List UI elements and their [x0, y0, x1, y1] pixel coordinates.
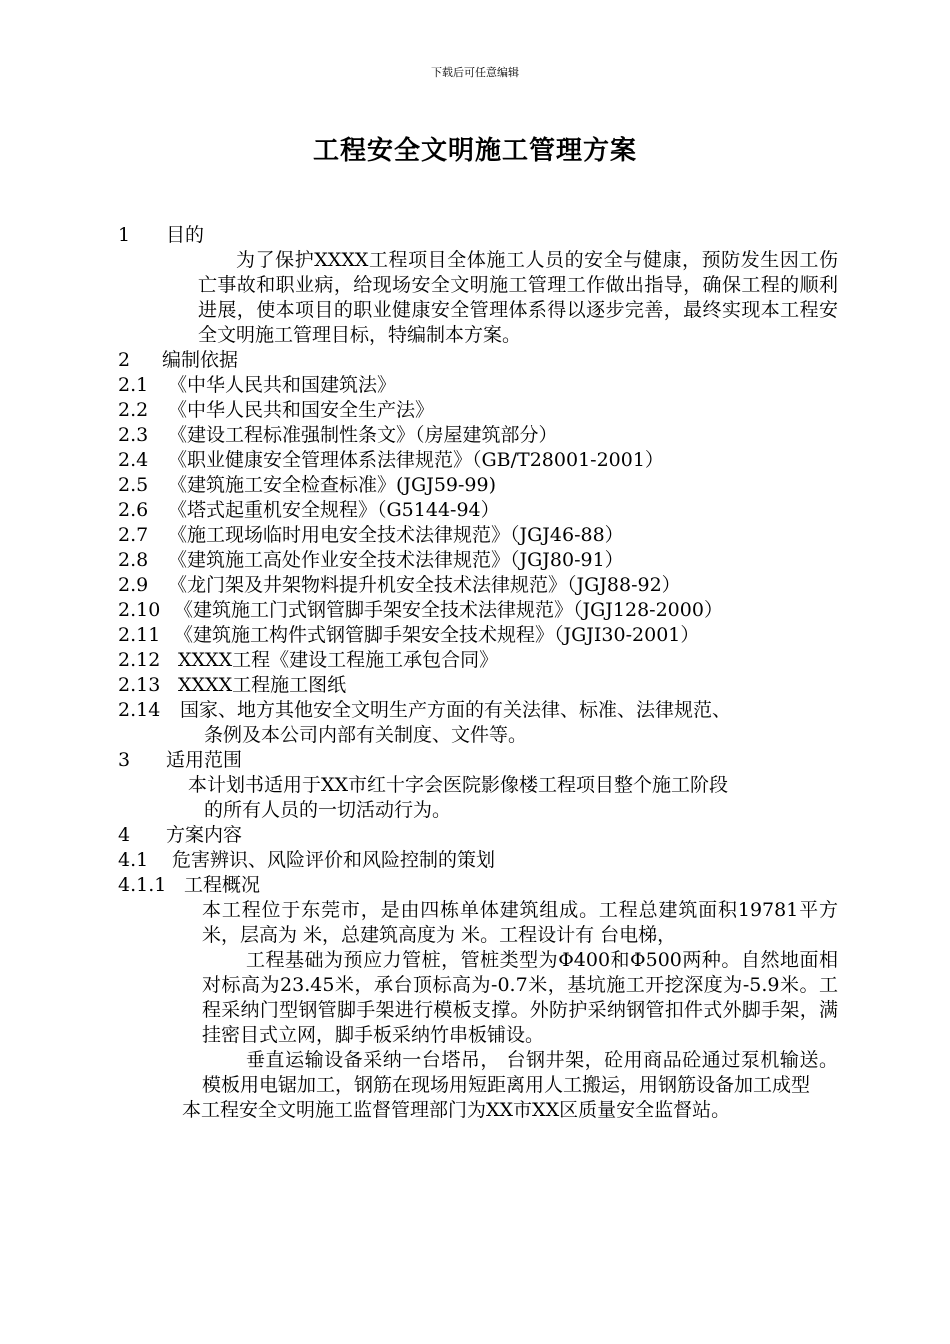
- document-body: [118, 223, 838, 1123]
- item-number: 2.1: [118, 374, 149, 396]
- item-number: 2.7: [118, 524, 149, 546]
- item-number: 2.8: [118, 549, 149, 571]
- list-item: [118, 698, 838, 723]
- list-item: [118, 548, 838, 573]
- item-text: 《建设工程标准强制性条文》（房屋建筑部分）: [168, 424, 558, 446]
- section-number: 2: [118, 349, 131, 371]
- item-text: XXXX工程施工图纸: [178, 674, 347, 696]
- item-text: XXXX工程《建设工程施工承包合同》: [178, 649, 499, 671]
- section-3-heading: [118, 748, 838, 773]
- subsubsection-number: 4.1.1: [118, 874, 167, 896]
- subsection-number: 4.1: [118, 849, 149, 871]
- subsection-heading: [118, 848, 838, 873]
- list-item: [118, 448, 838, 473]
- subsubsection-title: 工程概况: [184, 874, 261, 896]
- list-item: [118, 573, 838, 598]
- section-4-heading: [118, 823, 838, 848]
- item-text: 《龙门架及井架物料提升机安全技术法律规范》（JGJ88-92）: [168, 574, 681, 596]
- list-item: [118, 673, 838, 698]
- list-item-continuation: 条例及本公司内部有关制度、文件等。: [204, 724, 528, 746]
- list-item: [118, 523, 838, 548]
- item-number: 2.4: [118, 449, 149, 471]
- section-3-line: 本计划书适用于XX市红十字会医院影像楼工程项目整个施工阶段: [188, 774, 729, 796]
- item-number: 2.3: [118, 424, 149, 446]
- list-item: [118, 498, 838, 523]
- list-item: [118, 623, 838, 648]
- section-2-heading: [118, 348, 838, 373]
- item-number: 2.6: [118, 499, 149, 521]
- item-text: 《中华人民共和国建筑法》: [168, 374, 397, 396]
- section-title: 方案内容: [166, 824, 243, 846]
- item-text: 《建筑施工安全检查标准》(JGJ59-99): [168, 474, 497, 496]
- document-title: 工程安全文明施工管理方案: [312, 136, 637, 166]
- item-number: 2.5: [118, 474, 149, 496]
- list-item: [118, 373, 838, 398]
- supervision-line: 本工程安全文明施工监督管理部门为XX市XX区质量安全监督站。: [182, 1099, 731, 1121]
- item-number: 2.9: [118, 574, 149, 596]
- section-number: 4: [118, 824, 131, 846]
- item-text: 《塔式起重机安全规程》（G5144-94）: [168, 499, 500, 521]
- subsection-title: 危害辨识、风险评价和风险控制的策划: [172, 849, 496, 871]
- section-1-heading: [118, 223, 838, 248]
- item-number: 2.10: [118, 599, 161, 621]
- section-number: 1: [118, 224, 131, 246]
- item-text: 《建筑施工高处作业安全技术法律规范》（JGJ80-91）: [168, 549, 624, 571]
- item-text: 《建筑施工构件式钢管脚手架安全技术规程》（JGJI30-2001）: [174, 624, 700, 646]
- section-number: 3: [118, 749, 131, 771]
- subsubsection-heading: [118, 873, 838, 898]
- item-text: 《中华人民共和国安全生产法》: [168, 399, 435, 421]
- overview-paragraph: 本工程位于东莞市，是由四栋单体建筑组成。工程总建筑面积19781平方米，层高为 米，总建筑高度为 米。工程设计有 台电梯，: [202, 899, 838, 946]
- list-item: [118, 473, 838, 498]
- item-number: 2.14: [118, 699, 161, 721]
- overview-paragraph: 垂直运输设备采纳一台塔吊， 台钢井架，砼用商品砼通过泵机输送。模板用电锯加工，钢筋在现场用短距离用人工搬运，用钢筋设备加工成型: [202, 1049, 838, 1096]
- section-title: 编制依据: [162, 349, 239, 371]
- section-1-body: 为了保护XXXX工程项目全体施工人员的安全与健康，预防发生因工伤亡事故和职业病，给现场安全文明施工管理工作做出指导，确保工程的顺利进展，使本项目的职业健康安全管理体系得以逐步完善，最终实现本工程安全文明施工管理目标，特编制本方案。: [198, 249, 838, 346]
- section-title: 目的: [166, 224, 205, 246]
- item-text: 《施工现场临时用电安全技术法律规范》（JGJ46-88）: [168, 524, 624, 546]
- section-title: 适用范围: [166, 749, 243, 771]
- overview-paragraph: 工程基础为预应力管桩，管桩类型为Φ400和Φ500两种。自然地面相对标高为23.45米，承台顶标高为-0.7米，基坑施工开挖深度为-5.9米。工程采纳门型钢管脚手架进行模板支撑。外防护采纳钢管扣件式外脚手架，满挂密目式立网，脚手板采纳竹串板铺设。: [202, 949, 838, 1046]
- item-text: 国家、地方其他安全文明生产方面的有关法律、标准、法律规范、: [180, 699, 732, 721]
- item-number: 2.13: [118, 674, 161, 696]
- section-3-line: 的所有人员的一切活动行为。: [204, 799, 452, 821]
- item-text: 《建筑施工门式钢管脚手架安全技术法律规范》（JGJ128-2000）: [174, 599, 723, 621]
- item-text: 《职业健康安全管理体系法律规范》（GB/T28001-2001）: [168, 449, 664, 471]
- list-item: [118, 398, 838, 423]
- item-number: 2.2: [118, 399, 149, 421]
- list-item: [118, 648, 838, 673]
- item-number: 2.12: [118, 649, 161, 671]
- page-header: 下载后可任意编辑: [431, 66, 519, 79]
- list-item: [118, 598, 838, 623]
- list-item: [118, 423, 838, 448]
- item-number: 2.11: [118, 624, 161, 646]
